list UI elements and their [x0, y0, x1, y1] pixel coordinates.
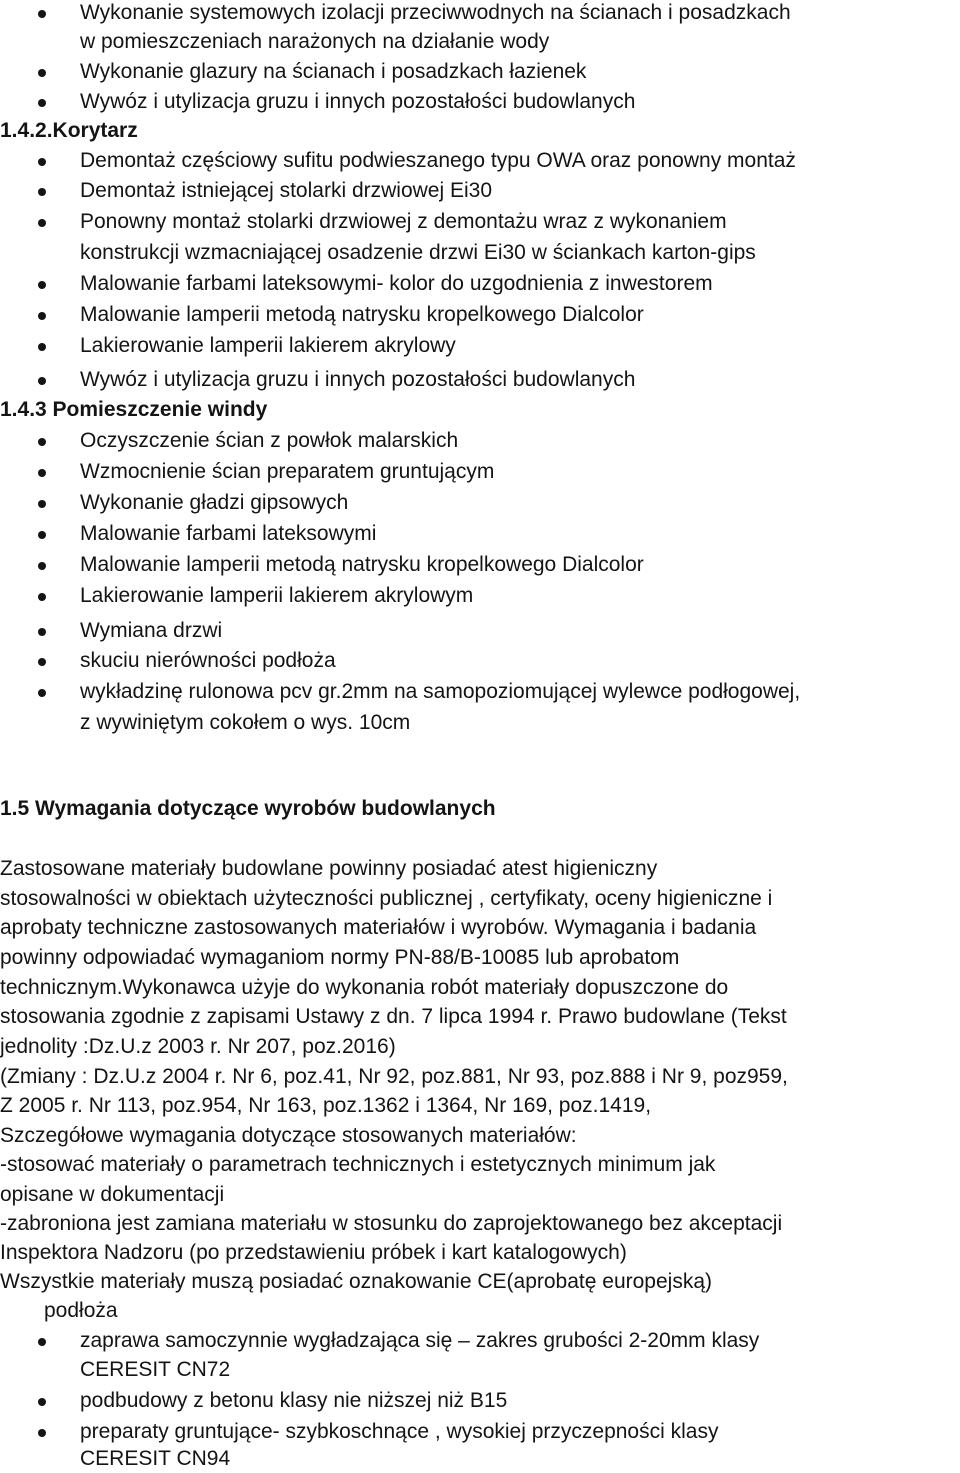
bullet	[38, 562, 46, 570]
bullet	[38, 469, 46, 477]
bullet	[38, 1398, 46, 1406]
list-item-line: Wykonanie glazury na ścianach i posadzkach łazienek	[80, 60, 587, 83]
list-item-line: CERESIT CN94	[80, 1447, 231, 1470]
list-item-line: Lakierowanie lamperii lakierem akrylowy	[80, 334, 456, 357]
paragraph-line: opisane w dokumentacji	[0, 1183, 225, 1206]
bullet	[38, 628, 46, 636]
list-item-line: skuciu nierówności podłoża	[80, 649, 336, 672]
list-item-line: Malowanie farbami lateksowymi- kolor do uzgodnienia z inwestorem	[80, 272, 713, 295]
bullet	[38, 1338, 46, 1346]
paragraph-line: (Zmiany : Dz.U.z 2004 r. Nr 6, poz.41, Nr 92, poz.881, Nr 93, poz.888 i Nr 9, poz959,	[0, 1065, 788, 1088]
section-heading-korytarz: 1.4.2.Korytarz	[0, 119, 138, 142]
bullet	[38, 10, 46, 18]
list-item-line: z wywiniętym cokołem o wys. 10cm	[80, 711, 411, 734]
paragraph-line: Z 2005 r. Nr 113, poz.954, Nr 163, poz.1362 i 1364, Nr 169, poz.1419,	[0, 1094, 652, 1117]
bullet	[38, 219, 46, 227]
paragraph-line: Wszystkie materiały muszą posiadać oznakowanie CE(aprobatę europejską)	[0, 1270, 712, 1293]
bullet	[38, 438, 46, 446]
list-item-line: Wykonanie gładzi gipsowych	[80, 491, 349, 514]
paragraph-line: stosowalności w obiektach użyteczności publicznej , certyfikaty, oceny higieniczne i	[0, 887, 773, 910]
paragraph-line: powinny odpowiadać wymaganiom normy PN-88/B-10085 lub aprobatom	[0, 946, 680, 969]
section-heading-wymagania: 1.5 Wymagania dotyczące wyrobów budowlanych	[0, 797, 496, 820]
list-item-line: Lakierowanie lamperii lakierem akrylowym	[80, 584, 474, 607]
bullet	[38, 1429, 46, 1437]
list-item-line: Wzmocnienie ścian preparatem gruntującym	[80, 460, 495, 483]
paragraph-line: -zabroniona jest zamiana materiału w stosunku do zaprojektowanego bez akceptacji	[0, 1212, 783, 1235]
bullet	[38, 99, 46, 107]
bullet	[38, 531, 46, 539]
list-item-line: preparaty gruntujące- szybkoschnące , wysokiej przyczepności klasy	[80, 1420, 719, 1443]
list-item-line: Wymiana drzwi	[80, 619, 223, 642]
list-item-line: wykładzinę rulonowa pcv gr.2mm na samopoziomującej wylewce podłogowej,	[80, 680, 801, 703]
list-item-line: CERESIT CN72	[80, 1358, 231, 1381]
list-item-line: Malowanie lamperii metodą natrysku kropelkowego Dialcolor	[80, 303, 644, 326]
paragraph-line: -stosować materiały o parametrach technicznych i estetycznych minimum jak	[0, 1153, 716, 1176]
bullet	[38, 188, 46, 196]
list-item-line: konstrukcji wzmacniającej osadzenie drzwi Ei30 w ściankach karton-gips	[80, 241, 756, 264]
list-item-line: Oczyszczenie ścian z powłok malarskich	[80, 429, 459, 452]
bullet	[38, 69, 46, 77]
paragraph-line: jednolity :Dz.U.z 2003 r. Nr 207, poz.2016)	[0, 1035, 396, 1058]
list-item-line: w pomieszczeniach narażonych na działanie wody	[80, 30, 550, 53]
paragraph-line: technicznym.Wykonawca użyje do wykonania robót materiały dopuszczone do	[0, 976, 729, 999]
list-item-line: Demontaż częściowy sufitu podwieszanego typu OWA oraz ponowny montaż	[80, 149, 796, 172]
list-item-line: Wywóz i utylizacja gruzu i innych pozostałości budowlanych	[80, 90, 636, 113]
bullet	[38, 377, 46, 385]
sub-label-podloza: podłoża	[44, 1299, 118, 1322]
bullet	[38, 593, 46, 601]
list-item-line: Demontaż istniejącej stolarki drzwiowej Ei30	[80, 179, 493, 202]
list-item-line: Wykonanie systemowych izolacji przeciwwodnych na ścianach i posadzkach	[80, 1, 791, 24]
list-item-line: Malowanie lamperii metodą natrysku kropelkowego Dialcolor	[80, 553, 644, 576]
paragraph-line: Szczegółowe wymagania dotyczące stosowanych materiałów:	[0, 1124, 577, 1147]
paragraph-line: aprobaty techniczne zastosowanych materiałów i wyrobów. Wymagania i badania	[0, 916, 757, 939]
bullet	[38, 158, 46, 166]
list-item-line: Wywóz i utylizacja gruzu i innych pozostałości budowlanych	[80, 368, 636, 391]
paragraph-line: Inspektora Nadzoru (po przedstawieniu próbek i kart katalogowych)	[0, 1241, 627, 1264]
section-heading-windy: 1.4.3 Pomieszczenie windy	[0, 398, 268, 421]
bullet	[38, 312, 46, 320]
bullet	[38, 343, 46, 351]
list-item-line: podbudowy z betonu klasy nie niższej niż B15	[80, 1389, 508, 1412]
bullet	[38, 658, 46, 666]
bullet	[38, 281, 46, 289]
bullet	[38, 689, 46, 697]
list-item-line: Malowanie farbami lateksowymi	[80, 522, 377, 545]
list-item-line: zaprawa samoczynnie wygładzająca się – zakres grubości 2-20mm klasy	[80, 1329, 760, 1352]
bullet	[38, 500, 46, 508]
list-item-line: Ponowny montaż stolarki drzwiowej z demontażu wraz z wykonaniem	[80, 210, 727, 233]
paragraph-line: Zastosowane materiały budowlane powinny posiadać atest higieniczny	[0, 857, 658, 880]
paragraph-line: stosowania zgodnie z zapisami Ustawy z dn. 7 lipca 1994 r. Prawo budowlane (Tekst	[0, 1005, 787, 1028]
